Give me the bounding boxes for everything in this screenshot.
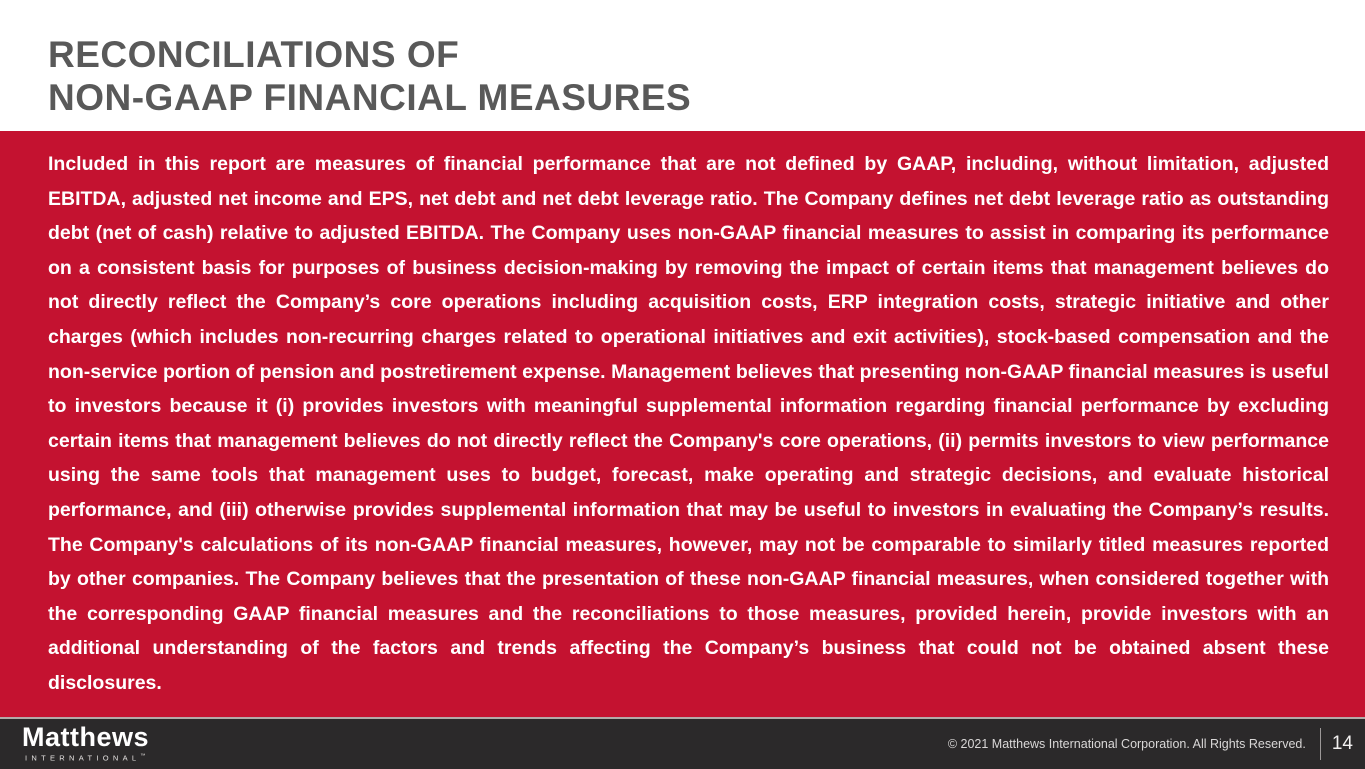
disclosure-body-panel xyxy=(0,131,1365,717)
matthews-logo-wordmark: Matthews xyxy=(22,722,150,752)
slide-footer xyxy=(0,719,1365,769)
trademark-symbol: ™ xyxy=(140,753,146,759)
matthews-logo-subtitle xyxy=(22,753,149,763)
page-title xyxy=(48,33,691,119)
page-number: 14 xyxy=(1331,733,1353,754)
matthews-logo-subtitle-text: INTERNATIONAL xyxy=(25,753,141,763)
slide-header xyxy=(0,0,1365,131)
copyright-text: © 2021 Matthews International Corporation. All Rights Reserved. xyxy=(947,737,1306,751)
footer-right-group xyxy=(948,719,1353,769)
page-title-line-2: NON-GAAP FINANCIAL MEASURES xyxy=(48,77,692,118)
matthews-logo xyxy=(22,724,149,763)
disclosure-paragraph: Included in this report are measures of financial performance that are not defined by GAAP, including, without limitation, adjusted EBITDA, adjusted net income and EPS, net debt and net debt leverage ratio. The Company defines net debt leverage ratio as outstanding debt (net of cash) relative to adjusted EBITDA. The Company uses non-GAAP financial measures to assist in comparing its performance on a consistent basis for purposes of business decision-making by removing the impact of certain items that management believes do not directly reflect the Company’s core operations including acquisition costs, ERP integration costs, strategic initiative and other charges (which includes non-recurring charges related to operational initiatives and exit activities), stock-based compensation and the non-service portion of pension and postretirement expense. Management believes that presenting non-GAAP financial measures is useful to investors because it (i) provides investors with meaningful supplemental information regarding financial performance by excluding certain items that management believes do not directly reflect the Company's core operations, (ii) permits investors to view performance using the same tools that management uses to budget, forecast, make operating and strategic decisions, and evaluate historical performance, and (iii) otherwise provides supplemental information that may be useful to investors in evaluating the Company’s results. The Company's calculations of its non-GAAP financial measures, however, may not be comparable to similarly titled measures reported by other companies. The Company believes that the presentation of these non-GAAP financial measures, when considered together with the corresponding GAAP financial measures and the reconciliations to those measures, provided herein, provide investors with an additional understanding of the factors and trends affecting the Company’s business that could not be obtained absent these disclosures. xyxy=(48,153,1329,694)
page-title-line-1: RECONCILIATIONS OF xyxy=(48,34,460,75)
footer-divider xyxy=(1320,728,1321,760)
